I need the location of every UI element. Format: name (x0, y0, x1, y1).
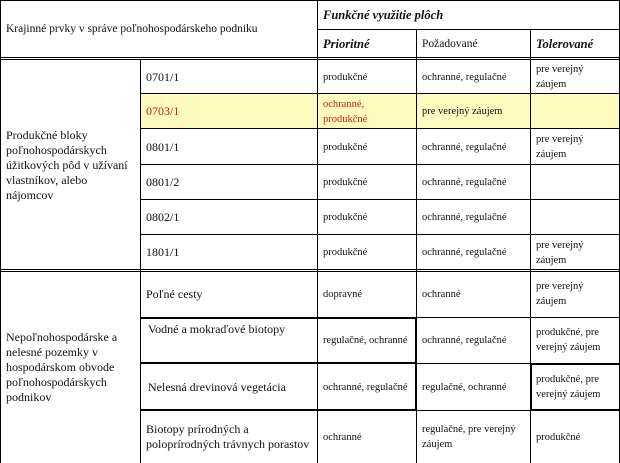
row-prioritne: ochranné, produkčné (323, 98, 368, 125)
row-tolerovane (530, 165, 620, 200)
col-divider (140, 59, 141, 463)
row-pozadovane: regulačné, ochranné (422, 381, 507, 393)
table-top-border (0, 0, 620, 1)
row-name: Vodné a mokraďové biotopy (148, 322, 286, 336)
row-tolerovane: produkčné, pre verejný záujem (536, 374, 601, 400)
row-tolerovane: pre verejný záujem (536, 281, 584, 307)
group1-label: Produkčné bloky poľnohospodárskych úžitkových pôd v užívaní vlastníkov, alebo nájomcov (6, 127, 128, 202)
row-pozadovane: ochranné (422, 288, 461, 300)
row-prioritne: produkčné (323, 71, 368, 83)
row-pozadovane: ochranné, regulačné (422, 177, 507, 188)
row-code: 1801/1 (146, 245, 180, 259)
header-divider (317, 29, 620, 30)
row-name: Nelesná drevinová vegetácia (148, 380, 286, 394)
header-col-tolerovane: Tolerované (536, 36, 594, 51)
row-tolerovane: pre verejný záujem (536, 64, 584, 90)
group-divider (0, 269, 620, 270)
header-bottom-border (0, 59, 620, 60)
row-tolerovane: pre verejný záujem (536, 134, 584, 160)
group2-label: Nepoľnohospodárske a nelesné pozemky v hospodárskom obvode poľnohospodárskych podnikov (6, 329, 118, 404)
row-prioritne: regulačné, ochranné (323, 334, 408, 346)
row-prioritne: produkčné (323, 177, 368, 188)
row-name: Poľné cesty (146, 286, 203, 301)
row-prioritne: produkčné (323, 212, 368, 223)
row-prioritne: ochranné (323, 431, 362, 443)
thick-border (530, 409, 620, 411)
group-divider (0, 271, 620, 272)
row-tolerovane: produkčné, pre verejný záujem (536, 327, 601, 353)
thick-border (530, 363, 532, 411)
row-prioritne: produkčné (323, 141, 368, 153)
row-prioritne: produkčné (323, 247, 368, 258)
row-pozadovane: regulačné, pre verejný záujem (422, 424, 516, 450)
row-code: 0701/1 (146, 69, 180, 84)
row-pozadovane: ochranné, regulačné (422, 71, 507, 83)
header-group-title: Funkčné využitie plôch (323, 7, 444, 22)
row-name: Biotopy prírodných a poloprírodných trávnych porastov (146, 422, 310, 451)
row-tolerovane: pre verejný záujem (536, 239, 584, 266)
row-divider (140, 128, 620, 129)
row-pozadovane: ochranné, regulačné (422, 247, 507, 258)
row-tolerovane (530, 94, 620, 129)
row-divider (140, 234, 620, 235)
row-pozadovane: ochranné, regulačné (422, 212, 507, 223)
thick-border (415, 317, 417, 411)
row-divider (140, 199, 620, 200)
row-divider (140, 164, 620, 165)
row-prioritne: ochranné, regulačné (323, 381, 408, 393)
row-tolerovane: produkčné (536, 431, 581, 443)
table-left-border (0, 0, 1, 463)
thick-border (140, 317, 417, 319)
thick-border (140, 409, 417, 411)
row-pozadovane: pre verejný záujem (422, 106, 503, 117)
col-divider (317, 0, 318, 463)
row-divider (140, 93, 620, 94)
header-col-prioritne: Prioritné (323, 36, 370, 51)
row-code: 0801/2 (146, 175, 180, 189)
row-pozadovane: ochranné, regulačné (422, 141, 507, 153)
row-pozadovane: ochranné, regulačné (422, 334, 507, 346)
thick-border (140, 362, 417, 364)
header-left-title: Krajinné prvky v správe poľnohospodárskeho podniku (6, 23, 258, 35)
thick-border (530, 363, 620, 365)
header-col-pozadovane: Požadované (422, 38, 478, 50)
row-code: 0703/1 (146, 104, 180, 118)
row-tolerovane (530, 200, 620, 235)
header-bottom-border (0, 57, 620, 58)
row-code: 0802/1 (146, 210, 180, 224)
row-code: 0801/1 (146, 139, 180, 154)
row-prioritne: dopravné (323, 288, 363, 300)
